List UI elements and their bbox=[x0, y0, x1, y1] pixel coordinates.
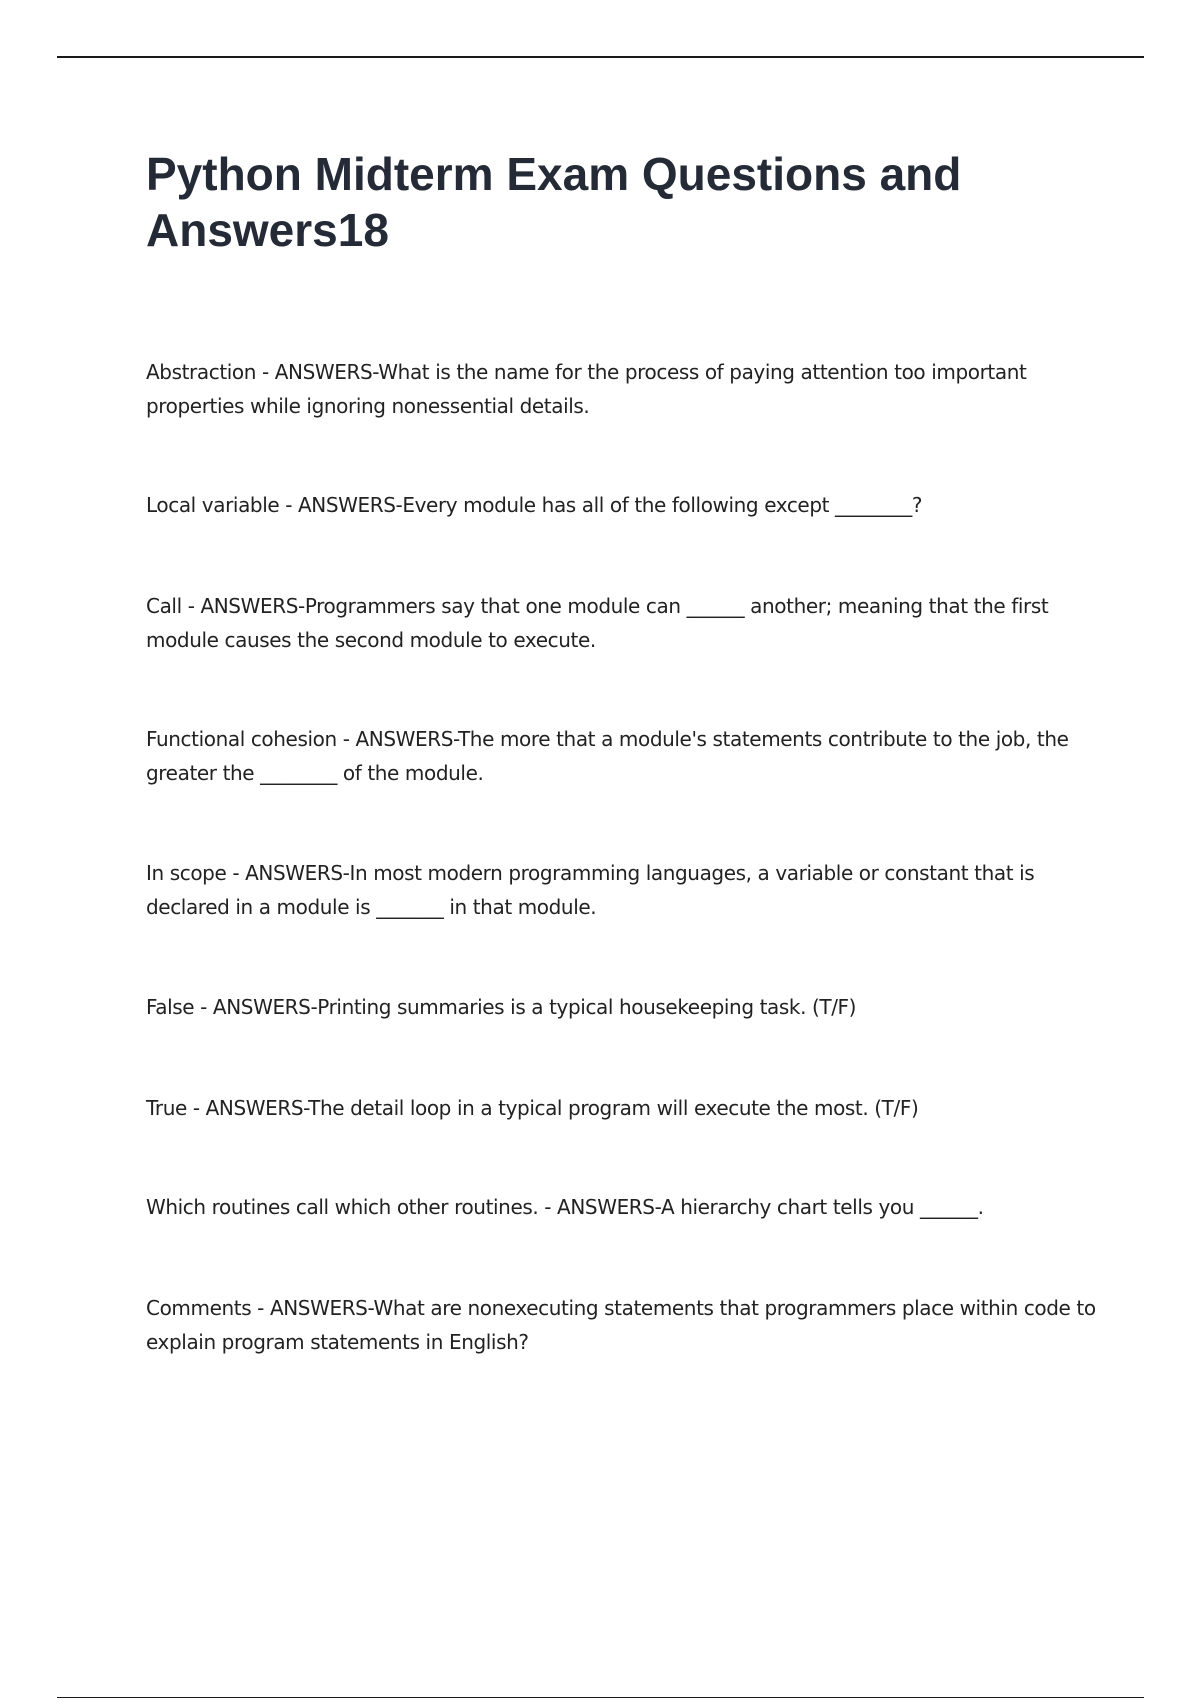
qa-entry-call: Call - ANSWERS-Programmers say that one module can ______ another; meaning that the first module causes the second module to execute. bbox=[146, 594, 1049, 652]
qa-entry-true: True - ANSWERS-The detail loop in a typical program will execute the most. (T/F) bbox=[146, 1096, 919, 1120]
top-rule bbox=[57, 56, 1144, 58]
qa-entry-functional-cohesion: Functional cohesion - ANSWERS-The more that a module's statements contribute to the job, the greater the ________ of the module. bbox=[146, 727, 1069, 785]
document-title: Python Midterm Exam Questions and Answers18 bbox=[146, 148, 962, 256]
qa-entry-abstraction: Abstraction - ANSWERS-What is the name for the process of paying attention too important properties while ignoring nonessential details. bbox=[146, 360, 1027, 418]
qa-entry-false: False - ANSWERS-Printing summaries is a typical housekeeping task. (T/F) bbox=[146, 995, 857, 1019]
bottom-rule bbox=[57, 1697, 1144, 1698]
qa-entry-hierarchy-chart: Which routines call which other routines. - ANSWERS-A hierarchy chart tells you ______. bbox=[146, 1195, 984, 1219]
qa-entry-in-scope: In scope - ANSWERS-In most modern programming languages, a variable or constant that is declared in a module is _______ in that module. bbox=[146, 861, 1035, 919]
qa-entry-comments: Comments - ANSWERS-What are nonexecuting statements that programmers place within code to explain program statements in English? bbox=[146, 1296, 1096, 1354]
qa-entry-local-variable: Local variable - ANSWERS-Every module has all of the following except ________? bbox=[146, 493, 923, 517]
